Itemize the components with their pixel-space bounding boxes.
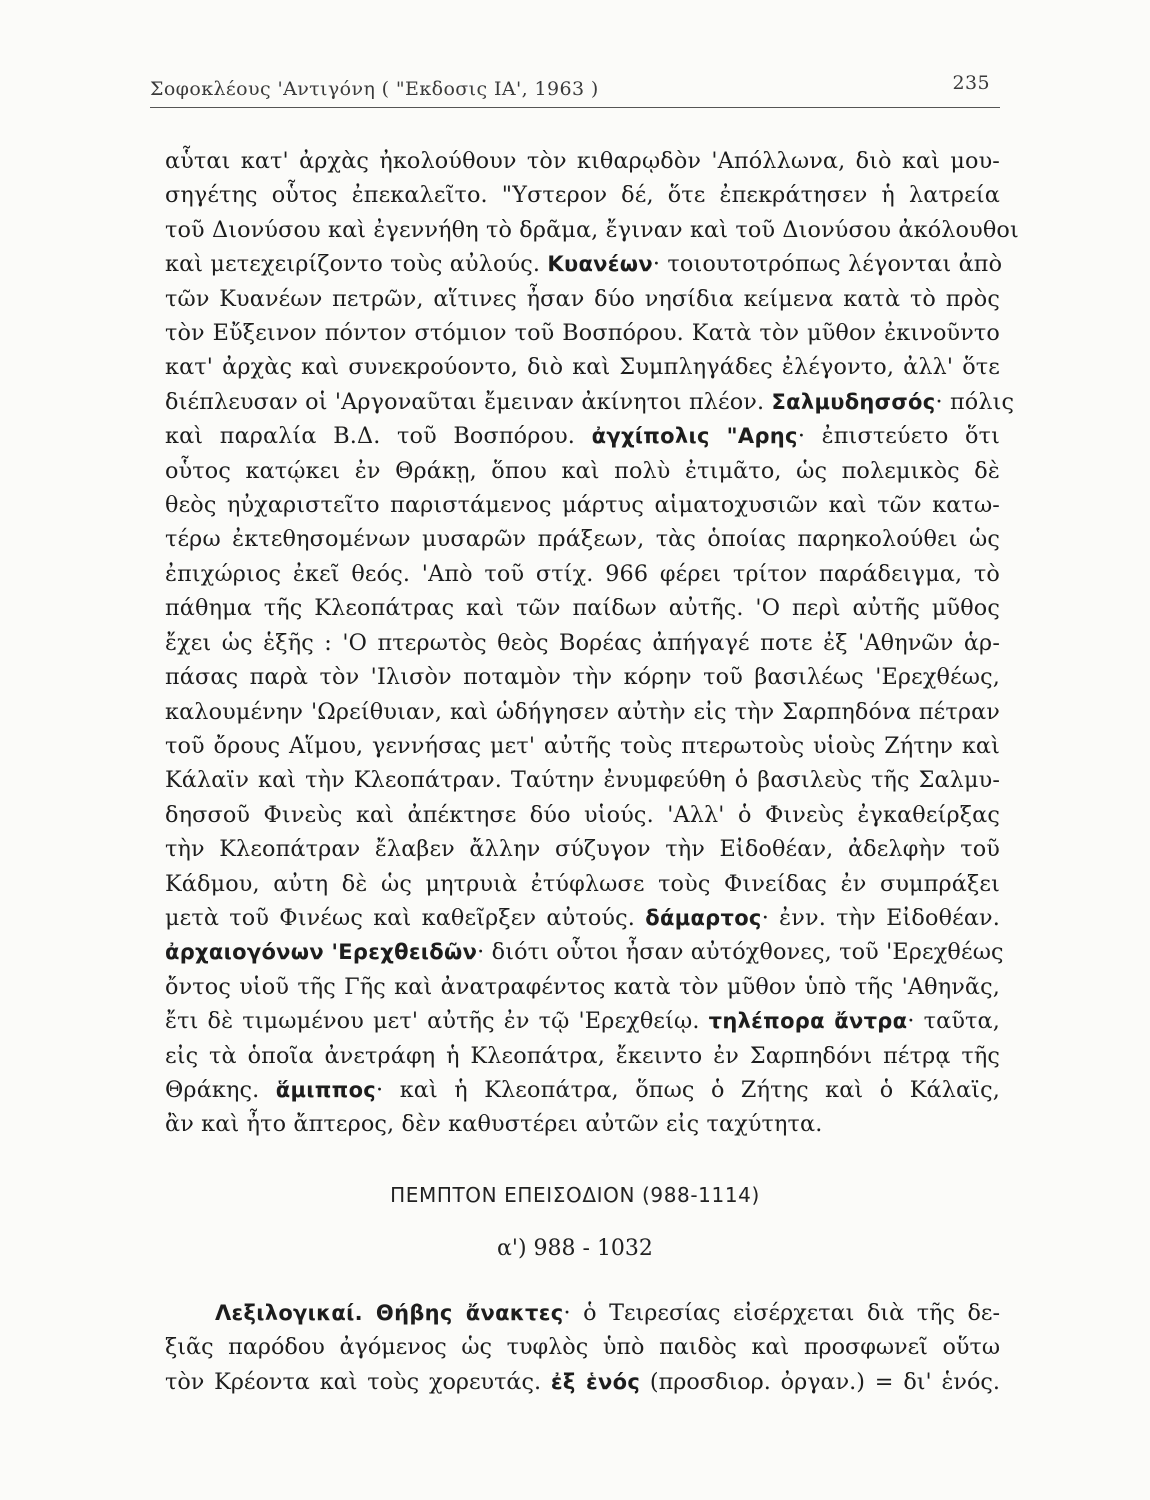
line-text: ἂν καὶ ἦτο ἄπτερος, δὲν καθυστέρει αὐτῶν εἰς ταχύτητα. bbox=[165, 1111, 823, 1138]
line-text: τέρω ἐκτεθησομένων μυσαρῶν πράξεων, τὰς ὁποίας παρηκολούθει ὡς bbox=[165, 526, 1000, 553]
text-line bbox=[165, 454, 1000, 488]
line-text: · πόλις bbox=[935, 388, 1015, 415]
line-text: · ἐπιστεύετο ὅτι bbox=[797, 423, 1000, 450]
text-line bbox=[165, 144, 1000, 178]
line-text: καλουμένην 'Ωρείθυιαν, καὶ ὡδήγησεν αὐτὴν εἰς τὴν Σαρπηδόνα πέτραν bbox=[165, 698, 1000, 725]
lexicon-paragraph bbox=[165, 1330, 1000, 1399]
text-line bbox=[215, 1296, 1000, 1330]
text-line bbox=[165, 935, 1004, 969]
line-text: ὄντος υἱοῦ τῆς Γῆς καὶ ἀνατραφέντος κατὰ τὸν μῦθον ὑπὸ τῆς 'Αθηνᾶς, bbox=[165, 973, 1000, 1000]
line-text: ἔχει ὡς ἑξῆς : 'Ο πτερωτὸς θεὸς Βορέας ἀπήγαγέ ποτε ἐξ 'Αθηνῶν ἁρ- bbox=[165, 629, 1000, 656]
lemma-term: ἀρχαιογόνων 'Ερεχθειδῶν bbox=[165, 940, 478, 965]
text-line bbox=[165, 660, 1000, 694]
text-line bbox=[165, 763, 1000, 797]
line-text: αὗται κατ' ἀρχὰς ἠκολούθουν τὸν κιθαρῳδὸν 'Απόλλωνα, διὸ καὶ μου- bbox=[165, 148, 1000, 174]
line-text: θεὸς ηὐχαριστεῖτο παριστάμενος μάρτυς αἱματοχυσιῶν καὶ τῶν κατω- bbox=[165, 492, 1000, 519]
line-text: τὸν Κρέοντα καὶ τοὺς χορευτάς. bbox=[165, 1368, 551, 1395]
page-number: 235 bbox=[952, 72, 990, 94]
line-text: καὶ παραλία Β.Δ. τοῦ Βοσπόρου. bbox=[165, 423, 592, 450]
text-line bbox=[165, 695, 1000, 729]
section-title: ΠΕΜΠΤΟΝ ΕΠΕΙΣΟΔΙΟΝ (988-1114) bbox=[390, 1183, 760, 1207]
text-line bbox=[165, 970, 1000, 1004]
text-line bbox=[165, 591, 1000, 625]
text-line bbox=[165, 1039, 1000, 1073]
text-line bbox=[165, 557, 1000, 591]
text-line bbox=[165, 213, 1019, 247]
text-line bbox=[165, 178, 1000, 212]
line-text: · ταῦτα, bbox=[907, 1008, 1000, 1035]
text-line bbox=[165, 522, 1000, 556]
section-subtitle: α') 988 - 1032 bbox=[497, 1236, 653, 1261]
text-line bbox=[165, 1330, 1000, 1364]
text-line bbox=[165, 1107, 1000, 1141]
line-text: · καὶ ἡ Κλεοπάτρα, ὅπως ὁ Ζήτης καὶ ὁ Κάλαϊς, bbox=[376, 1076, 1000, 1103]
lemma-term: Κυανέων bbox=[547, 252, 653, 277]
text-line bbox=[165, 419, 1000, 453]
text-line bbox=[165, 282, 1000, 316]
header-title: Σοφοκλέους 'Αντιγόνη ( "Εκδοσις ΙΑ', 1963 ) bbox=[150, 78, 599, 100]
line-text: τοῦ ὄρους Αἵμου, γεννήσας μετ' αὐτῆς τοὺς πτερωτοὺς υἱοὺς Ζήτην καὶ bbox=[165, 732, 1000, 759]
lemma-term: ἀγχίπολις "Αρης bbox=[591, 424, 798, 449]
text-line bbox=[165, 901, 1000, 935]
text-line bbox=[165, 247, 1003, 281]
text-line bbox=[165, 385, 1015, 419]
line-text: τῶν Κυανέων πετρῶν, αἵτινες ἦσαν δύο νησίδια κείμενα κατὰ τὸ πρὸς bbox=[165, 285, 1000, 312]
lemma-term: Λεξιλογικαί. Θήβης ἄνακτες bbox=[215, 1301, 564, 1325]
text-line bbox=[165, 1004, 1000, 1038]
line-text: ἐπιχώριος ἐκεῖ θεός. 'Απὸ τοῦ στίχ. 966 φέρει τρίτον παράδειγμα, τὸ bbox=[165, 560, 1000, 587]
text-line bbox=[165, 488, 1000, 522]
line-text: σηγέτης οὗτος ἐπεκαλεῖτο. "Υστερον δέ, ὅτε ἐπεκράτησεν ἡ λατρεία bbox=[165, 182, 1000, 209]
line-text: τὸν Εὔξεινον πόντον στόμιον τοῦ Βοσπόρου. Κατὰ τὸν μῦθον ἐκινοῦντο bbox=[165, 320, 1000, 347]
line-text: οὗτος κατῴκει ἐν Θράκῃ, ὅπου καὶ πολὺ ἐτιμᾶτο, ὡς πολεμικὸς δὲ bbox=[165, 457, 1000, 484]
line-text: · ἐνν. τὴν Εἰδοθέαν. bbox=[761, 904, 1000, 931]
header-rule bbox=[150, 107, 1000, 108]
text-line bbox=[165, 350, 1000, 384]
line-text: τοῦ Διονύσου καὶ ἐγεννήθη τὸ δρᾶμα, ἔγιναν καὶ τοῦ Διονύσου ἀκόλουθοι bbox=[165, 216, 1019, 243]
line-text: (προσδιορ. ὀργαν.) = δι' ἑνός. bbox=[640, 1368, 1000, 1395]
text-line bbox=[165, 316, 1000, 350]
line-text: εἰς τὰ ὁποῖα ἀνετράφη ἡ Κλεοπάτρα, ἔκειντο ἐν Σαρπηδόνι πέτρᾳ τῆς bbox=[165, 1042, 1000, 1069]
line-text: τὴν Κλεοπάτραν ἔλαβεν ἄλλην σύζυγον τὴν Εἰδοθέαν, ἀδελφὴν τοῦ bbox=[165, 836, 1000, 863]
line-text: Κάλαϊν καὶ τὴν Κλεοπάτραν. Ταύτην ἐνυμφεύθη ὁ βασιλεὺς τῆς Σαλμυ- bbox=[165, 767, 1000, 794]
text-line bbox=[165, 1365, 1000, 1399]
line-text: Θράκης. bbox=[165, 1076, 276, 1103]
text-line bbox=[165, 729, 1000, 763]
text-line bbox=[165, 798, 1000, 832]
line-text: · διότι οὗτοι ἦσαν αὐτόχθονες, τοῦ 'Ερεχθέως bbox=[477, 939, 1004, 966]
text-line bbox=[165, 626, 1000, 660]
lemma-term: δάμαρτος bbox=[645, 905, 762, 930]
text-line bbox=[165, 832, 1000, 866]
line-text: δησσοῦ Φινεὺς καὶ ἀπέκτησε δύο υἱούς. 'Αλλ' ὁ Φινεὺς ἐγκαθείρξας bbox=[165, 801, 1000, 828]
lexicon-paragraph-first-line bbox=[215, 1296, 1000, 1330]
line-text: κατ' ἀρχὰς καὶ συνεκρούοντο, διὸ καὶ Συμπληγάδες ἐλέγοντο, ἀλλ' ὅτε bbox=[165, 354, 1000, 381]
text-line bbox=[165, 867, 1000, 901]
running-header bbox=[150, 72, 1000, 104]
line-text: ἔτι δὲ τιμωμένου μετ' αὐτῆς ἐν τῷ 'Ερεχθείῳ. bbox=[165, 1008, 709, 1035]
line-text: πάθημα τῆς Κλεοπάτρας καὶ τῶν παίδων αὐτῆς. 'Ο περὶ αὐτῆς μῦθος bbox=[165, 595, 1000, 622]
lemma-term: τηλέπορα ἄντρα bbox=[708, 1009, 908, 1034]
commentary-paragraph bbox=[165, 144, 1019, 1142]
text-line bbox=[165, 1073, 1000, 1107]
line-text: ξιᾶς παρόδου ἀγόμενος ὡς τυφλὸς ὑπὸ παιδὸς καὶ προσφωνεῖ οὕτω bbox=[165, 1334, 1000, 1361]
line-text: καὶ μετεχειρίζοντο τοὺς αὐλούς. bbox=[165, 251, 548, 278]
lemma-term: ἐξ ἑνός bbox=[550, 1369, 641, 1394]
line-text: Κάδμου, αὐτη δὲ ὡς μητρυιὰ ἐτύφλωσε τοὺς Φινείδας ἐν συμπράξει bbox=[165, 870, 1000, 897]
line-text: πάσας παρὰ τὸν 'Ιλισὸν ποταμὸν τὴν κόρην τοῦ βασιλέως 'Ερεχθέως, bbox=[165, 664, 1000, 691]
line-text: · τοιουτοτρόπως λέγονται ἀπὸ bbox=[652, 251, 1003, 278]
line-text: · ὁ Τειρεσίας εἰσέρχεται διὰ τῆς δε- bbox=[563, 1300, 1001, 1326]
lemma-term: ἅμιππος bbox=[275, 1077, 377, 1102]
line-text: διέπλευσαν οἱ 'Αργοναῦται ἔμειναν ἀκίνητοι πλέον. bbox=[165, 388, 772, 415]
line-text: μετὰ τοῦ Φινέως καὶ καθεῖρξεν αὐτούς. bbox=[165, 904, 646, 931]
lemma-term: Σαλμυδησσός bbox=[771, 389, 936, 414]
